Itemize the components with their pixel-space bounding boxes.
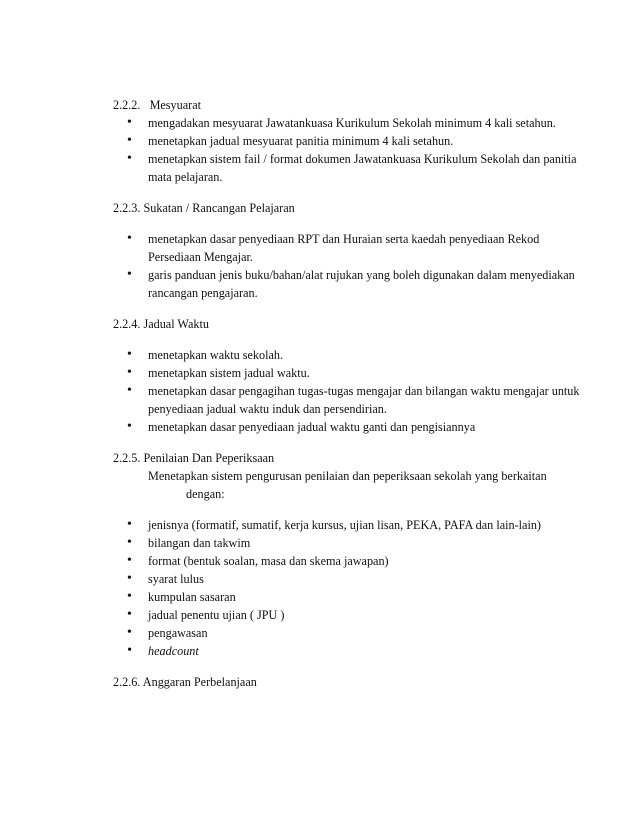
section-heading: 2.2.5. Penilaian Dan Peperiksaan [113,451,275,465]
list-item: • kumpulan sasaran [113,588,583,606]
bullet-list [113,516,583,660]
list-item: • format (bentuk soalan, masa dan skema jawapan) [113,552,583,570]
section-mesyuarat [113,96,583,186]
section-heading: 2.2.3. Sukatan / Rancangan Pelajaran [113,201,295,215]
section-heading: 2.2.4. Jadual Waktu [113,317,209,331]
section-penilaian [113,449,583,660]
section-heading: 2.2.2. Mesyuarat [113,98,202,112]
section-jadual-waktu [113,315,583,436]
list-item: • mengadakan mesyuarat Jawatankuasa Kurikulum Sekolah minimum 4 kali setahun. [113,114,583,132]
section-sukatan [113,199,583,302]
list-item: • menetapkan dasar penyediaan jadual waktu ganti dan pengisiannya [113,418,583,436]
list-item: • menetapkan waktu sekolah. [113,346,583,364]
list-item: • bilangan dan takwim [113,534,583,552]
list-item: • jenisnya (formatif, sumatif, kerja kursus, ujian lisan, PEKA, PAFA dan lain-lain) [113,516,583,534]
document-content [113,96,583,704]
bullet-list [113,114,583,186]
section-anggaran [113,673,583,691]
section-intro-continued: dengan: [186,487,225,501]
section-intro: Menetapkan sistem pengurusan penilaian dan peperiksaan sekolah yang berkaitan [148,469,547,483]
list-item: • menetapkan dasar penyediaan RPT dan Huraian serta kaedah penyediaan Rekod Persediaan Mengajar. [113,230,583,266]
list-item: • menetapkan dasar pengagihan tugas-tugas mengajar dan bilangan waktu mengajar untuk penyediaan jadual waktu induk dan persendirian. [113,382,583,418]
list-item: • garis panduan jenis buku/bahan/alat rujukan yang boleh digunakan dalam menyediakan rancangan pengajaran. [113,266,583,302]
list-item: • jadual penentu ujian ( JPU ) [113,606,583,624]
section-heading: 2.2.6. Anggaran Perbelanjaan [113,675,257,689]
list-item: • menetapkan sistem jadual waktu. [113,364,583,382]
list-item: • pengawasan [113,624,583,642]
list-item: • headcount [113,642,583,660]
list-item: • menetapkan jadual mesyuarat panitia minimum 4 kali setahun. [113,132,583,150]
bullet-list [113,230,583,302]
list-item: • syarat lulus [113,570,583,588]
bullet-list [113,346,583,436]
list-item: • menetapkan sistem fail / format dokumen Jawatankuasa Kurikulum Sekolah dan panitia mata pelajaran. [113,150,583,186]
